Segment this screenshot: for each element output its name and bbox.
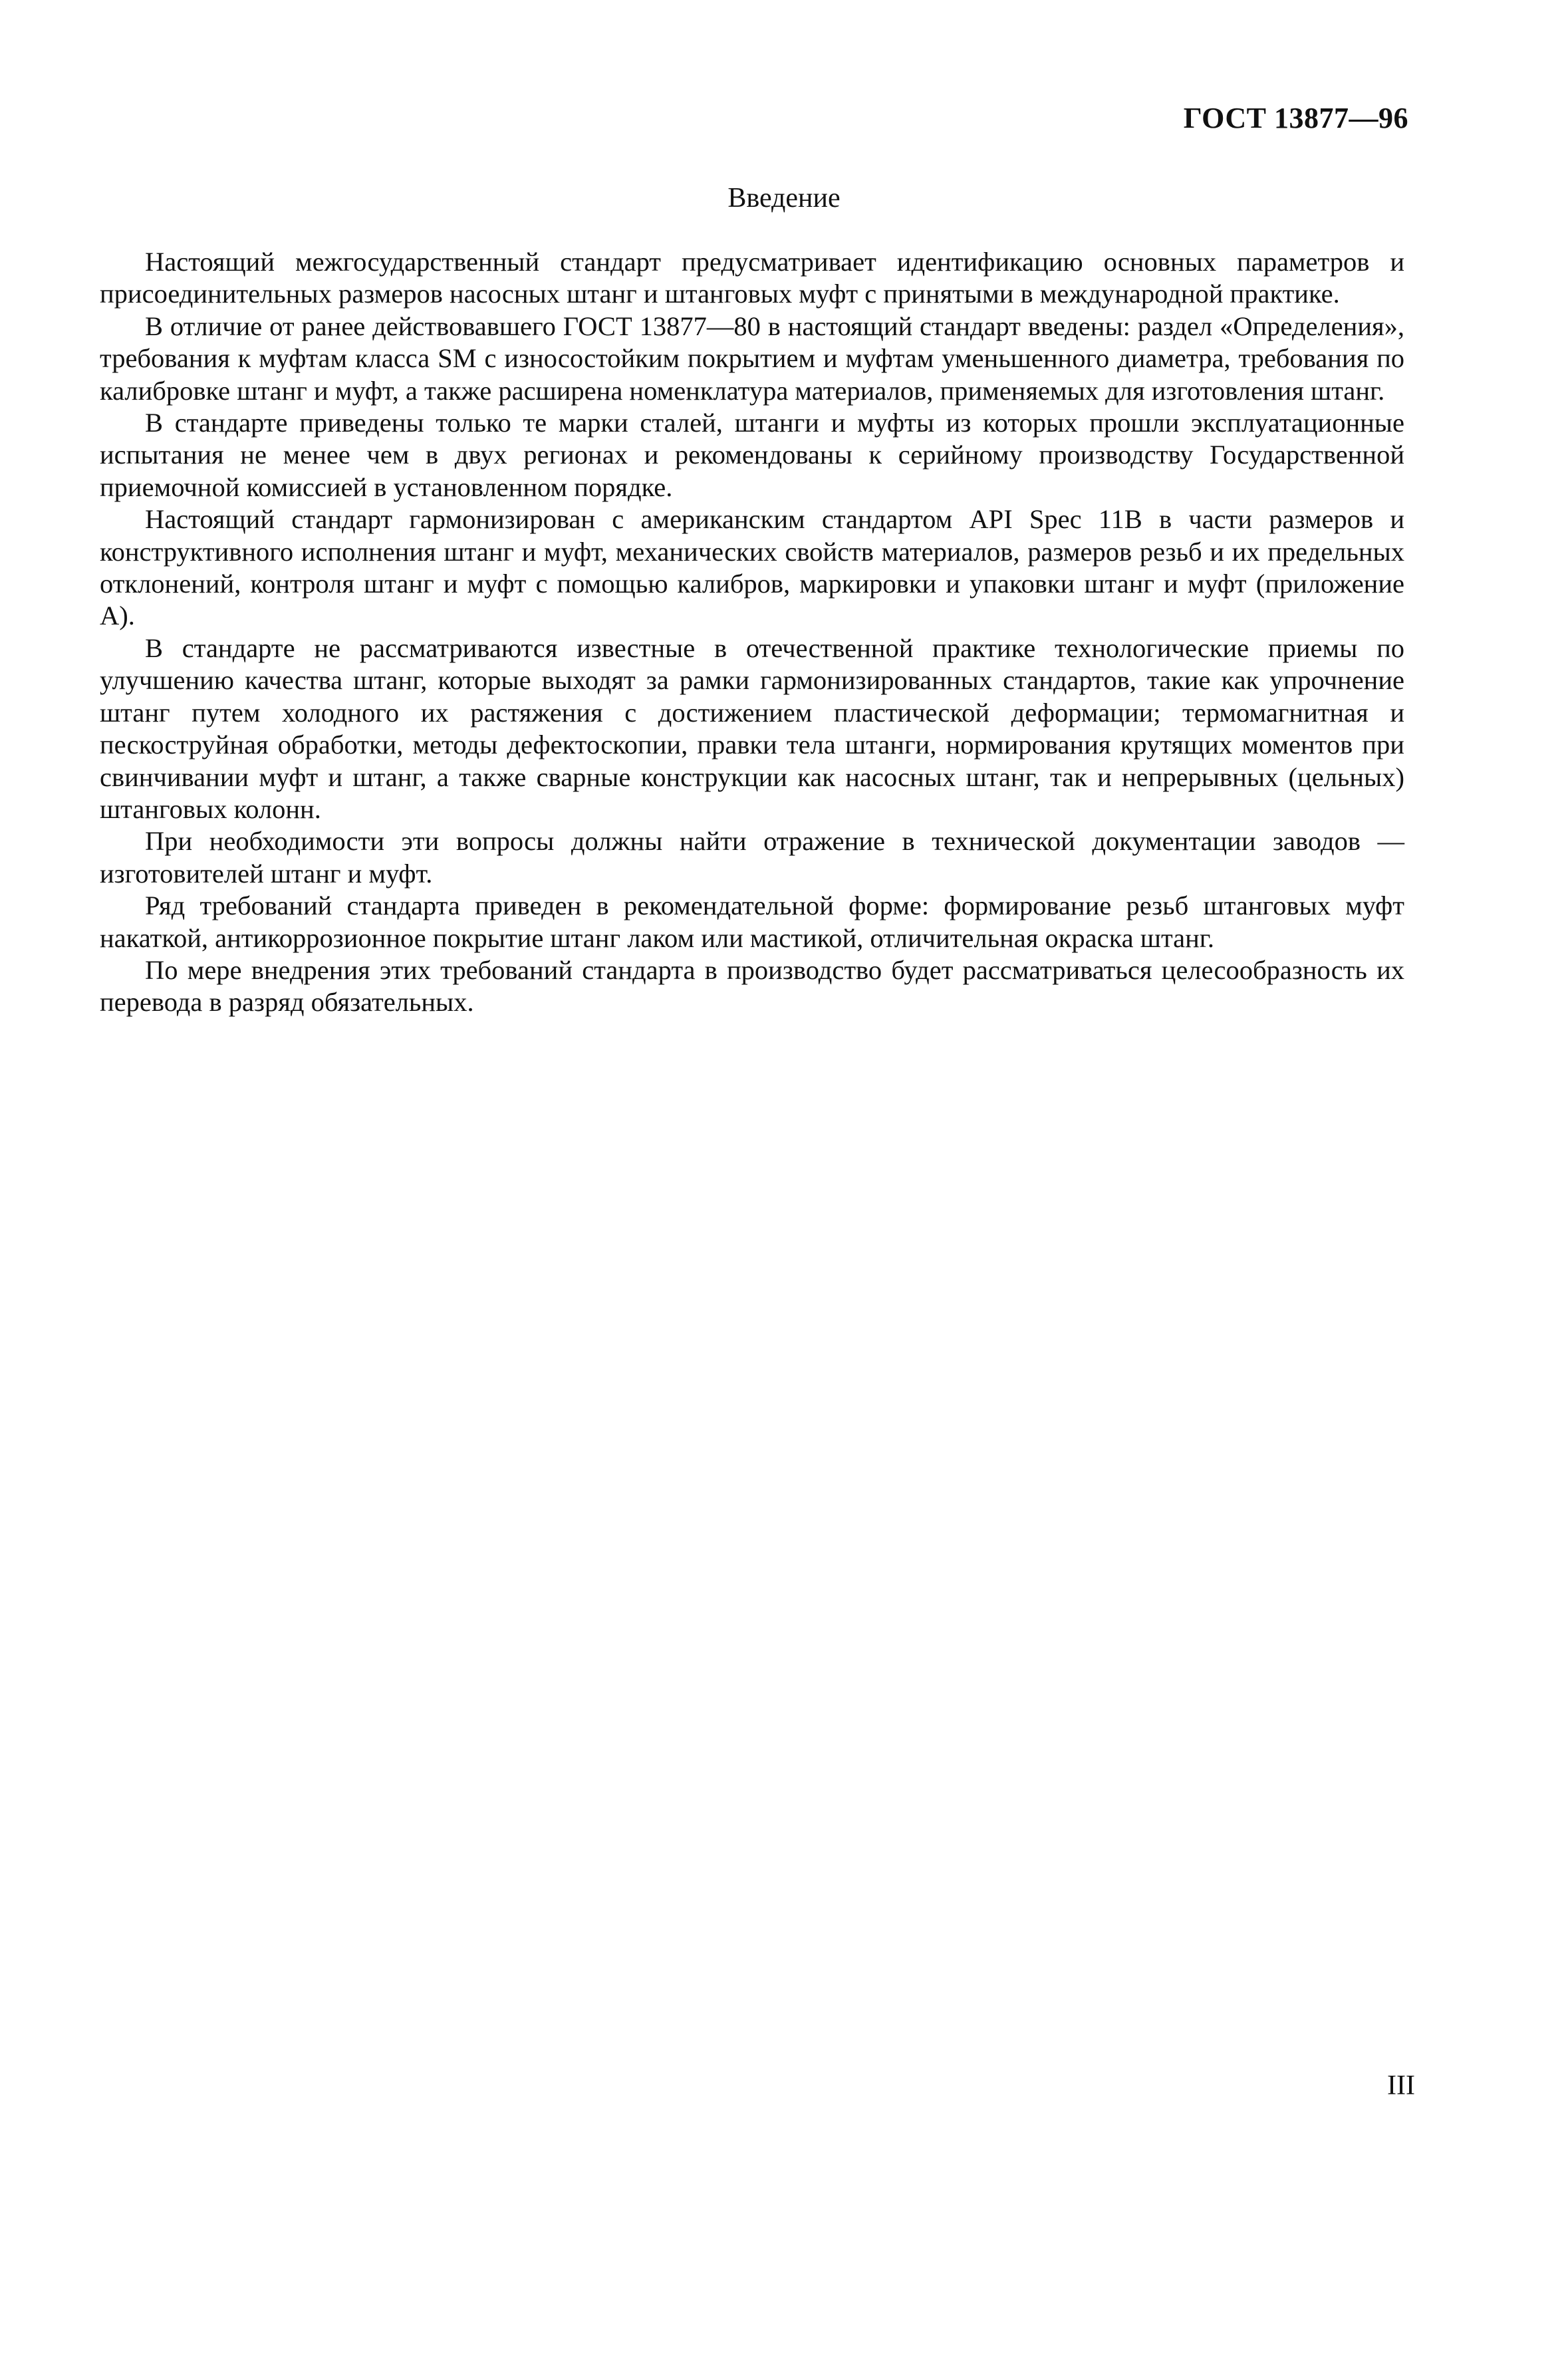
page-number: III bbox=[1387, 2070, 1415, 2101]
section-title: Введение bbox=[727, 183, 841, 213]
paragraph: Ряд требований стандарта приведен в рекомендательной форме: формирование резьб штанговых муфт накаткой, антикоррозионное покрытие штанг лаком или мастикой, отличительная окраска штанг. bbox=[100, 891, 1404, 953]
paragraph: В стандарте приведены только те марки сталей, штанги и муфты из которых прошли эксплуатационные испытания не менее чем в двух регионах и рекомендованы к серийному производству Государственной приемочной комиссией в установленном порядке. bbox=[100, 408, 1404, 502]
body-text bbox=[100, 246, 1404, 1019]
document-standard-id: ГОСТ 13877—96 bbox=[1183, 102, 1408, 134]
paragraph: По мере внедрения этих требований стандарта в производство будет рассматриваться целесообразность их перевода в разряд обязательных. bbox=[100, 954, 1404, 1018]
paragraph: В стандарте не рассматриваются известные в отечественной практике технологические приемы по улучшению качества штанг, которые выходят за рамки гармонизированных стандартов, такие как упрочнение штанг путем холодного их растяжения с достижением пластической деформации; термомагнитная и пескоструйная обработки, методы дефектоскопии, правки тела штанги, нормирования крутящих моментов при свинчивании муфт и штанг, а также сварные конструкции как насосных штанг, так и непрерывных (цельных) штанговых колонн. bbox=[100, 632, 1404, 824]
paragraph: При необходимости эти вопросы должны найти отражение в технической документации заводов — изготовителей штанг и муфт. bbox=[100, 826, 1404, 889]
paragraph: Настоящий межгосударственный стандарт предусматривает идентификацию основных параметров и присоединительных размеров насосных штанг и штанговых муфт с принятыми в международной практике. bbox=[100, 247, 1404, 309]
paragraph: Настоящий стандарт гармонизирован с американским стандартом API Spec 11B в части размеров и конструктивного исполнения штанг и муфт, механических свойств материалов, размеров резьб и их предельных отклонений, контроля штанг и муфт с помощью калибров, маркировки и упаковки штанг и муфт (приложение А). bbox=[100, 504, 1404, 631]
paragraph: В отличие от ранее действовавшего ГОСТ 13877—80 в настоящий стандарт введены: раздел «Определения», требования к муфтам класса SM с износостойким покрытием и муфтам уменьшенного диаметра, требования по калибровке штанг и муфт, а также расширена номенклатура материалов, применяемых для изготовления штанг. bbox=[100, 311, 1404, 406]
